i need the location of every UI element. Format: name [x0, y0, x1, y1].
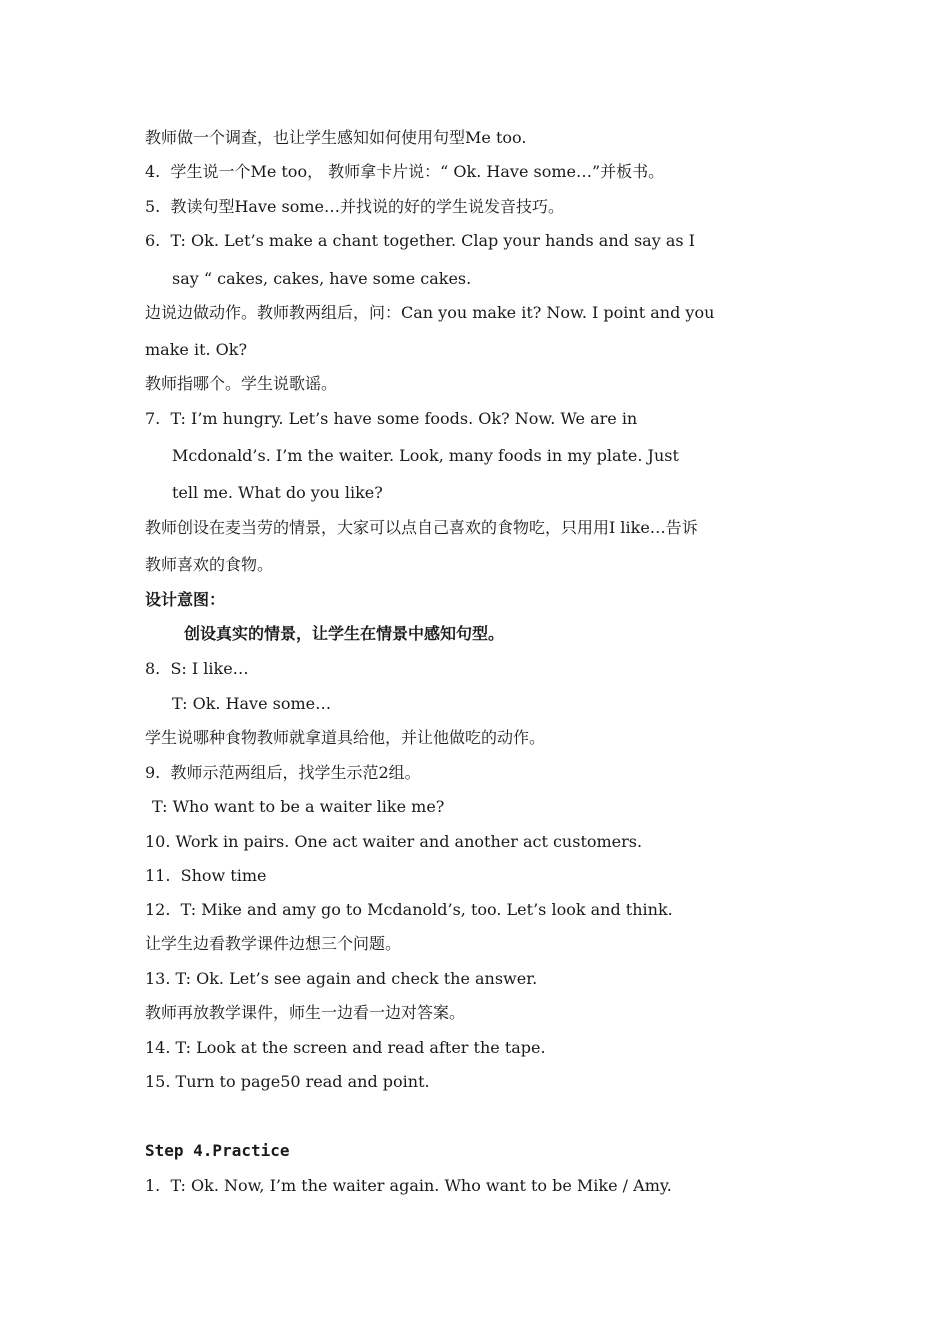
- text-line: 教师指哪个。学生说歌谣。: [145, 374, 338, 393]
- text-line: 5. 教读句型Have some…并找说的好的学生说发音技巧。: [145, 197, 565, 216]
- text-line: 7. T: I’m hungry. Let’s have some foods. Ok? Now. We are in: [145, 409, 638, 428]
- text-line: 1. T: Ok. Now, I’m the waiter again. Who want to be Mike / Amy.: [145, 1176, 672, 1195]
- text-line: 6. T: Ok. Let’s make a chant together. Clap your hands and say as I: [145, 231, 695, 250]
- text-line: 11. Show time: [145, 866, 267, 885]
- text-line: Mcdonald’s. I’m the waiter. Look, many foods in my plate. Just: [172, 446, 679, 465]
- text-line: 边说边做动作。教师教两组后，问：Can you make it? Now. I point and you: [145, 303, 715, 322]
- text-line: 让学生边看教学课件边想三个问题。: [145, 934, 402, 953]
- text-line: 学生说哪种食物教师就拿道具给他，并让他做吃的动作。: [145, 728, 546, 747]
- text-line: make it. Ok?: [145, 340, 248, 359]
- text-line: say “ cakes, cakes, have some cakes.: [172, 269, 472, 288]
- text-line: 15. Turn to page50 read and point.: [145, 1072, 430, 1091]
- text-line: 教师喜欢的食物。: [145, 555, 274, 574]
- text-line: 10. Work in pairs. One act waiter and another act customers.: [145, 832, 643, 851]
- step-heading: Step 4.Practice: [145, 1141, 290, 1160]
- text-line: 教师再放教学课件，师生一边看一边对答案。: [145, 1003, 466, 1022]
- section-heading: 设计意图：: [145, 590, 226, 609]
- text-line: 14. T: Look at the screen and read after the tape.: [145, 1038, 546, 1057]
- design-intent-text: 创设真实的情景，让学生在情景中感知句型。: [184, 624, 505, 643]
- text-line: 13. T: Ok. Let’s see again and check the answer.: [145, 969, 538, 988]
- text-line: 12. T: Mike and amy go to Mcdanold’s, too. Let’s look and think.: [145, 900, 673, 919]
- text-line: 教师创设在麦当劳的情景，大家可以点自己喜欢的食物吃，只用用I like…告诉: [145, 518, 698, 537]
- text-line: 9. 教师示范两组后，找学生示范2组。: [145, 763, 421, 782]
- text-line: tell me. What do you like?: [172, 483, 383, 502]
- text-line: T: Who want to be a waiter like me?: [152, 797, 445, 816]
- text-line: 4. 学生说一个Me too， 教师拿卡片说：“ Ok. Have some…”并板书。: [145, 162, 665, 181]
- text-line: 8. S: I like…: [145, 659, 249, 678]
- text-line: 教师做一个调查，也让学生感知如何使用句型Me too.: [145, 128, 527, 147]
- text-line: T: Ok. Have some…: [172, 694, 332, 713]
